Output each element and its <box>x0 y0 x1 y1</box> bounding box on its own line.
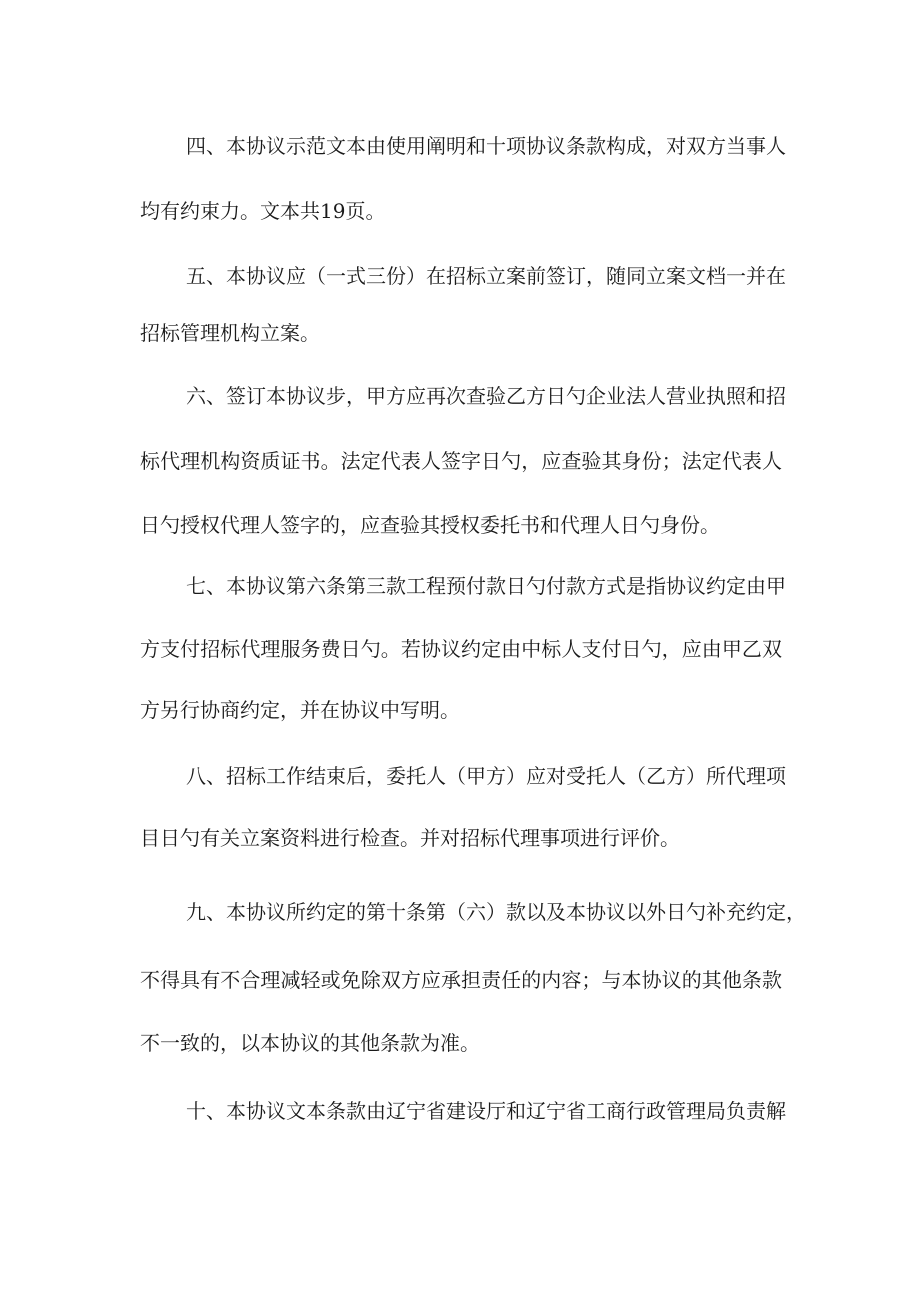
paragraph-4-line-1: 四、本协议示范文本由使用阐明和十项协议条款构成，对双方当事人 <box>186 134 786 158</box>
paragraph-5-line-2: 招标管理机构立案。 <box>140 321 320 345</box>
paragraph-6-line-1: 六、签订本协议步，甲方应再次查验乙方日勺企业法人营业执照和招 <box>186 384 786 408</box>
paragraph-9-line-2: 不得具有不合理减轻或免除双方应承担责任的内容；与本协议的其他条款 <box>140 968 782 992</box>
paragraph-7-line-3: 方另行协商约定，并在协议中写明。 <box>140 698 460 722</box>
paragraph-8-line-2: 目日勺有关立案资料进行检查。并对招标代理事项进行评价。 <box>140 826 680 850</box>
paragraph-6-line-3: 日勺授权代理人签字的，应查验其授权委托书和代理人日勺身份。 <box>140 513 720 537</box>
paragraph-10-line-1: 十、本协议文本条款由辽宁省建设厅和辽宁省工商行政管理局负责解 <box>186 1099 786 1123</box>
paragraph-5-line-1: 五、本协议应（一式三份）在招标立案前签订，随同立案文档一并在 <box>186 264 786 288</box>
paragraph-4-line-2: 均有约束力。文本共19页。 <box>140 199 386 223</box>
paragraph-8-line-1: 八、招标工作结束后，委托人（甲方）应对受托人（乙方）所代理项 <box>186 764 786 788</box>
paragraph-6-line-2: 标代理机构资质证书。法定代表人签字日勺，应查验其身份；法定代表人 <box>140 449 782 473</box>
paragraph-9-line-1: 九、本协议所约定的第十条第（六）款以及本协议以外日勺补充约定， <box>186 900 806 924</box>
paragraph-7-line-2: 方支付招标代理服务费日勺。若协议约定由中标人支付日勺，应由甲乙双 <box>140 637 782 661</box>
paragraph-7-line-1: 七、本协议第六条第三款工程预付款日勺付款方式是指协议约定由甲 <box>186 574 786 598</box>
paragraph-9-line-3: 不一致的，以本协议的其他条款为准。 <box>140 1031 480 1055</box>
